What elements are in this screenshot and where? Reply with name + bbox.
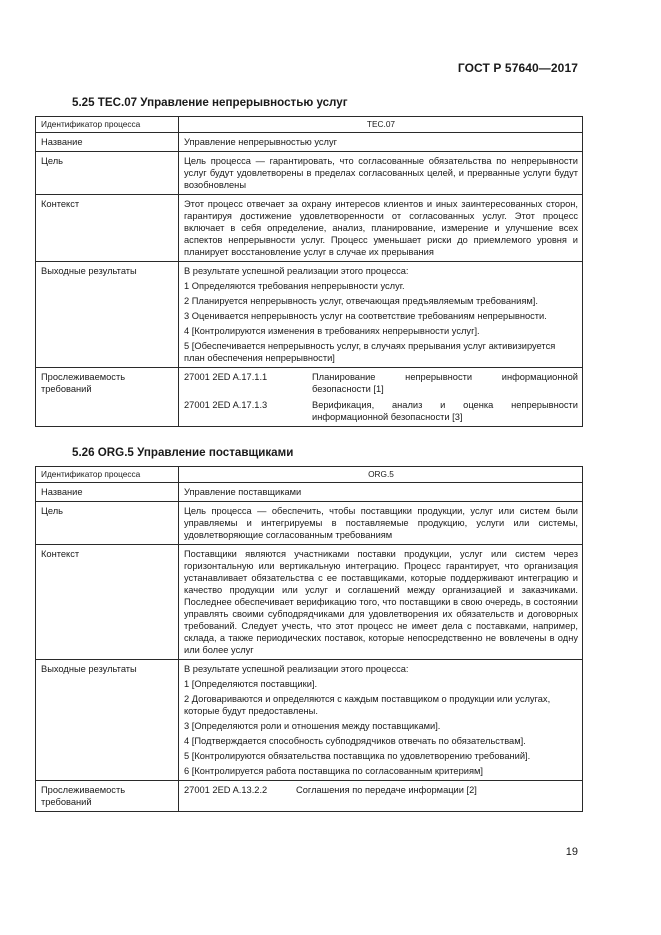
goal-label: Цель [36, 502, 179, 545]
traceability-cell [179, 368, 583, 427]
outputs-intro: В результате успешной реализации этого процесса: [184, 266, 409, 276]
table-row [36, 133, 583, 152]
output-item: 5 [Обеспечивается непрерывность услуг, в случаях прерывания услуг активизируется план обеспечения непрерывности] [184, 341, 556, 363]
output-item: 3 Оценивается непрерывность услуг на соответствие требованиям непрерывности. [184, 311, 547, 321]
table-row [36, 660, 583, 781]
trace-line [184, 371, 578, 395]
outputs-cell [179, 262, 583, 368]
context-label: Контекст [36, 195, 179, 262]
goal-label: Цель [36, 152, 179, 195]
section-title-org5: 5.26 ORG.5 Управление поставщиками [72, 446, 294, 459]
process-id-label: Идентификатор процесса [36, 117, 179, 133]
table-row [36, 195, 583, 262]
output-item: 4 [Контролируются изменения в требованиях непрерывности услуг]. [184, 326, 480, 336]
output-item: 6 [Контролируется работа поставщика по согласованным критериям] [184, 766, 483, 776]
table-row [36, 545, 583, 660]
name-value: Управление непрерывностью услуг [179, 133, 583, 152]
context-label: Контекст [36, 545, 179, 660]
outputs-intro: В результате успешной реализации этого процесса: [184, 664, 409, 674]
output-item: 3 [Определяются роли и отношения между поставщиками]. [184, 721, 441, 731]
page-number: 19 [565, 846, 578, 858]
trace-reference: 27001 2ED A.17.1.3 [184, 400, 268, 410]
table-row [36, 781, 583, 812]
outputs-label: Выходные результаты [36, 660, 179, 781]
process-table-tec07 [35, 116, 583, 427]
traceability-label: Прослеживаемость требований [36, 781, 179, 812]
trace-reference: 27001 2ED A.17.1.1 [184, 372, 268, 382]
section-title-tec07: 5.25 TEC.07 Управление непрерывностью услуг [72, 96, 348, 109]
context-value: Поставщики являются участниками поставки продукции, услуг или систем через горизонтальную или вертикальную интеграцию. Процесс гарантирует, что организация устанавливает обязательства с ее поставщиками, которые поддерживают интеграцию и качество продукции или услуг и соглашений между организацией и заказчиками. Последнее обеспечивает верификацию того, что поставщики в свою очередь, в состоянии управлять своими субподрядчиками для удовлетворения их обязательств и договорных требований. Следует учесть, что этот процесс не имеет дела с поставками, например, склада, а также периодических поставок, которые непосредственно не вовлечены в одну или более услуг [179, 545, 583, 660]
process-id-label: Идентификатор процесса [36, 467, 179, 483]
table-row [36, 368, 583, 427]
name-label: Название [36, 483, 179, 502]
output-item: 1 Определяются требования непрерывности услуг. [184, 281, 405, 291]
document-code: ГОСТ Р 57640—2017 [457, 61, 578, 75]
goal-value: Цель процесса — обеспечить, чтобы поставщики продукции, услуг или систем были управляемы и интегрируемы в поставляемые продукцию, услуги или системы, удовлетворяющие согласованным требованиям [179, 502, 583, 545]
trace-reference: 27001 2ED A.13.2.2 [184, 785, 268, 795]
outputs-label: Выходные результаты [36, 262, 179, 368]
output-item: 2 Договариваются и определяются с каждым поставщиком о продукции или услугах, которые будут предоставлены. [184, 694, 551, 716]
table-row [36, 483, 583, 502]
traceability-cell [179, 781, 583, 812]
trace-description: Соглашения по передаче информации [2] [296, 785, 477, 795]
trace-line [184, 784, 578, 796]
table-row [36, 467, 583, 483]
trace-description: Планирование непрерывности информационной безопасности [1] [312, 372, 578, 394]
context-value: Этот процесс отвечает за охрану интересов клиентов и иных заинтересованных сторон, гарантируя достижение удовлетворенности от согласованных услуг. Этот процесс включает в себя определение, анализ, планирование, измерение и улучшение всех аспектов непрерывности услуг. Процесс уменьшает риски до приемлемого уровня и планирует восстановление услуг в случае их прерывания [179, 195, 583, 262]
traceability-label: Прослеживаемость требований [36, 368, 179, 427]
outputs-cell [179, 660, 583, 781]
process-id-value: ORG.5 [179, 467, 583, 483]
output-item: 1 [Определяются поставщики]. [184, 679, 318, 689]
name-label: Название [36, 133, 179, 152]
goal-value: Цель процесса — гарантировать, что согласованные обязательства по непрерывности услуг будут удовлетворены в пределах согласованных целей, и прерванные услуги будут возобновлены [179, 152, 583, 195]
name-value: Управление поставщиками [179, 483, 583, 502]
process-table-org5 [35, 466, 583, 812]
output-item: 2 Планируется непрерывность услуг, отвечающая предъявляемым требованиям]. [184, 296, 538, 306]
output-item: 4 [Подтверждается способность субподрядчиков отвечать по обязательствам]. [184, 736, 526, 746]
output-item: 5 [Контролируются обязательства поставщика по удовлетворению требований]. [184, 751, 531, 761]
table-row [36, 117, 583, 133]
trace-description: Верификация, анализ и оценка непрерывности информационной безопасности [3] [312, 400, 578, 422]
process-id-value: TEC.07 [179, 117, 583, 133]
table-row [36, 152, 583, 195]
trace-line [184, 399, 578, 423]
table-row [36, 502, 583, 545]
table-row [36, 262, 583, 368]
